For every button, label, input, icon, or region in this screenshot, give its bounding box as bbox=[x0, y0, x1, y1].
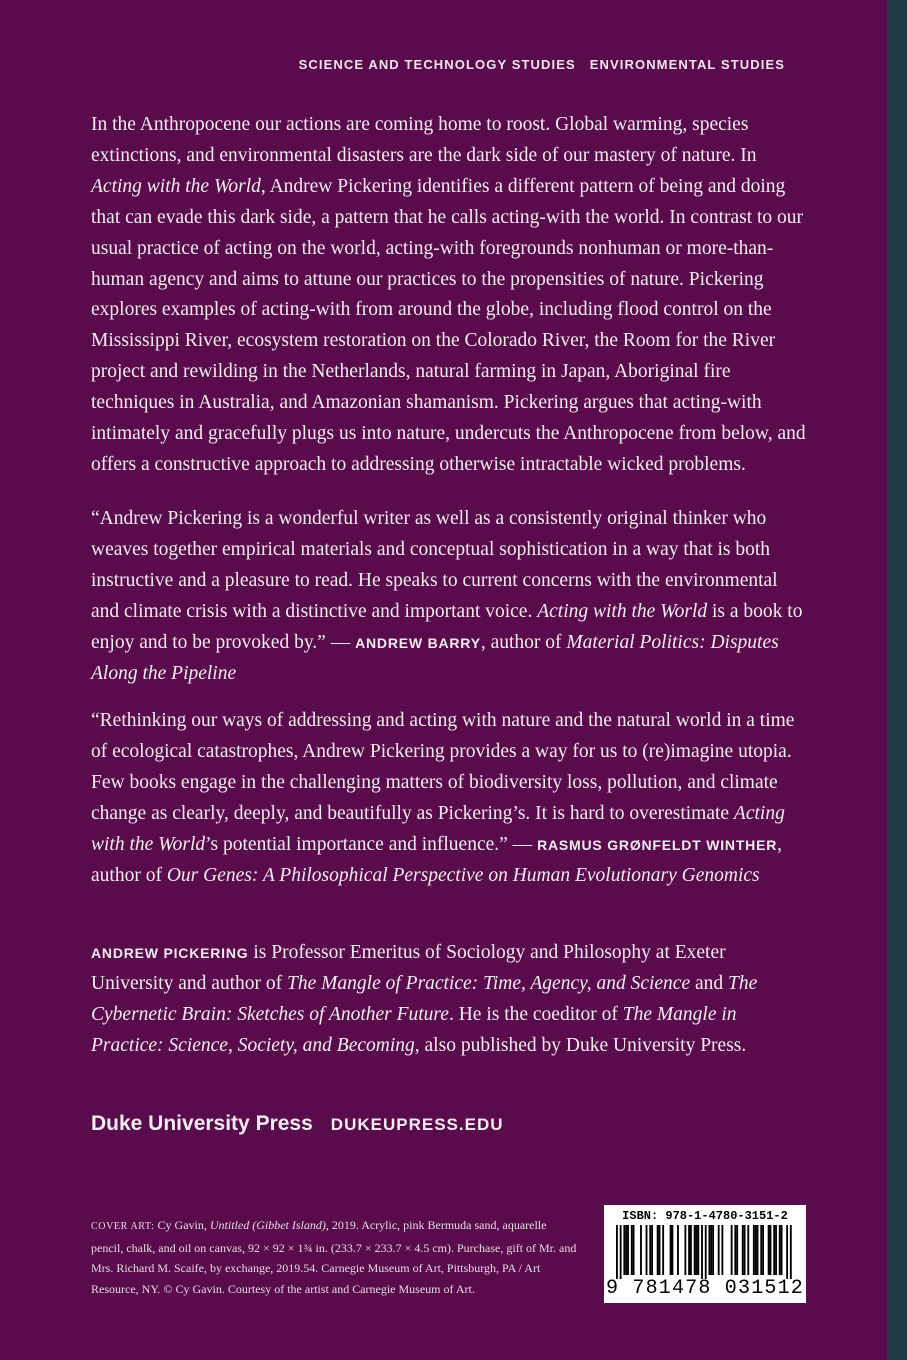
barcode-bar bbox=[690, 1225, 692, 1275]
book-title: Acting with the World bbox=[91, 802, 785, 855]
bio-text: . He is the coeditor of bbox=[448, 1003, 623, 1025]
book-title: Acting with the World bbox=[91, 175, 261, 197]
blurb-text: is a book to enjoy and to be provoked by.” — bbox=[91, 600, 803, 653]
barcode-bar bbox=[760, 1225, 762, 1275]
blurb-text: “Andrew Pickering is a wonderful writer as well as a consistently original thinker who weaves together empirical materials and conceptual sophistication in a way that is both instructive and a pleasure to read. He speaks to current concerns with the environmental and climate crisis with a distinctive and important voice. bbox=[91, 508, 778, 622]
description-text: , Andrew Pickering identifies a different pattern of being and doing that can evade this dark side, a pattern that he calls acting-with the world. In contrast to our usual practice of acting on the world, acting-with foregrounds nonhuman or more-than-human agency and aims to attune our practices to the propensities of nature. Pickering explores examples of acting-with from around the globe, including flood control on the Mississippi River, ecosystem restoration on the Colorado River, the Room for the River project and rewilding in the Netherlands, natural farming in Japan, Aboriginal fire techniques in Australia, and Amazonian shamanism. Pickering argues that acting-with intimately and gracefully plugs us into nature, undercuts the Anthropocene from below, and offers a constructive approach to addressing otherwise intractable wicked problems. bbox=[91, 175, 806, 475]
barcode-bar bbox=[747, 1225, 749, 1275]
bio-text: and bbox=[690, 972, 729, 994]
blurb-winther bbox=[91, 706, 807, 891]
bio-book-title: The Mangle in Practice: Science, Society, and Becoming bbox=[91, 1003, 737, 1056]
barcode-bar bbox=[697, 1225, 699, 1275]
barcode-bar bbox=[677, 1225, 679, 1275]
cover-art-credit bbox=[91, 1215, 581, 1299]
isbn-label: ISBN: 978-1-4780-3151-2 bbox=[622, 1209, 788, 1223]
category-science-technology: SCIENCE AND TECHNOLOGY STUDIES bbox=[298, 57, 576, 72]
barcode-bar bbox=[781, 1225, 783, 1275]
blurb-author: ANDREW BARRY bbox=[355, 634, 481, 651]
barcode-bar bbox=[625, 1225, 627, 1275]
publisher-line bbox=[91, 1112, 504, 1136]
bio-book-title: The Mangle of Practice: Time, Agency, and Science bbox=[287, 972, 691, 994]
bio-book-title: The Cybernetic Brain: Sketches of Another Future bbox=[91, 972, 758, 1025]
blurb-text: ’s potential importance and influence.” — bbox=[205, 833, 538, 855]
barcode-bar bbox=[620, 1225, 622, 1279]
subject-categories bbox=[299, 57, 785, 72]
publisher-url[interactable]: DUKEUPRESS.EDU bbox=[330, 1115, 504, 1134]
barcode-bar bbox=[712, 1225, 714, 1275]
blurb-text: “Rethinking our ways of addressing and acting with nature and the natural world in a time of ecological catastrophes, Andrew Pickering provides a way for us to (re)imagine utopia. Few books engage in the challenging matters of biodiversity loss, pollution, and climate change as clearly, deeply, and beautifully as Pickering’s. It is hard to overestimate bbox=[91, 710, 795, 824]
blurb-barry bbox=[91, 504, 807, 689]
barcode-bar bbox=[657, 1225, 659, 1275]
barcode-bar bbox=[705, 1225, 707, 1279]
isbn-barcode bbox=[604, 1205, 806, 1303]
barcode-bar bbox=[718, 1225, 720, 1275]
barcode-bar bbox=[631, 1225, 633, 1275]
barcode-bar bbox=[633, 1225, 635, 1275]
isbn-digits: 9 781478 031512 bbox=[605, 1277, 805, 1300]
barcode-bar bbox=[649, 1225, 651, 1275]
barcode-bar bbox=[753, 1225, 755, 1275]
bio-text: , also published by Duke University Press. bbox=[414, 1034, 747, 1056]
credit-text: Cy Gavin, bbox=[154, 1218, 210, 1232]
barcode-bar bbox=[790, 1225, 792, 1279]
author-name: ANDREW PICKERING bbox=[91, 945, 249, 961]
credit-text: , 2019. Acrylic, pink Bermuda sand, aquarelle pencil, chalk, and oil on canvas, 92 × 92 × 1¾ in. (233.7 × 233.7 × 4.5 cm). Purchase, gift of Mr. and Mrs. Richard M. Scaife, by exchange, 2019.54. Carnegie Museum of Art, Pittsburgh, PA / Art Resource, NY. © Cy Gavin. Courtesy of the artist and Carnegie Museum of Art. bbox=[91, 1218, 577, 1296]
barcode-bar bbox=[696, 1225, 698, 1275]
barcode-bar bbox=[768, 1225, 770, 1275]
blurb-text: , author of bbox=[91, 833, 783, 886]
barcode-bar bbox=[684, 1225, 686, 1275]
barcode-bar bbox=[662, 1225, 664, 1275]
barcode-bar bbox=[721, 1225, 723, 1275]
category-environmental: ENVIRONMENTAL STUDIES bbox=[589, 57, 785, 72]
artwork-title: Untitled (Gibbet Island) bbox=[209, 1218, 326, 1232]
barcode-bars bbox=[612, 1225, 798, 1279]
spine-edge bbox=[887, 0, 907, 1360]
blurb-text: , author of bbox=[480, 631, 567, 653]
barcode-bar bbox=[670, 1225, 672, 1275]
barcode-bar bbox=[659, 1225, 661, 1275]
barcode-bar bbox=[710, 1225, 712, 1275]
barcode-bar bbox=[651, 1225, 653, 1275]
barcode-bar bbox=[736, 1225, 738, 1275]
barcode-bar bbox=[672, 1225, 674, 1275]
barcode-bar bbox=[742, 1225, 744, 1275]
barcode-bar bbox=[694, 1225, 696, 1275]
blurb-author: RASMUS GRØNFELDT WINTHER bbox=[537, 836, 778, 853]
barcode-bar bbox=[627, 1225, 629, 1275]
barcode-bar bbox=[755, 1225, 757, 1275]
barcode-bar bbox=[779, 1225, 781, 1275]
barcode-bar bbox=[770, 1225, 772, 1275]
barcode-bar bbox=[640, 1225, 642, 1275]
barcode-bar bbox=[757, 1225, 759, 1275]
author-book-title: Our Genes: A Philosophical Perspective on Human Evolutionary Genomics bbox=[166, 864, 760, 886]
book-title: Acting with the World bbox=[537, 600, 708, 622]
barcode-bar bbox=[744, 1225, 746, 1275]
barcode-bar bbox=[773, 1225, 775, 1275]
barcode-bar bbox=[775, 1225, 777, 1275]
publisher-name: Duke University Press bbox=[91, 1112, 313, 1135]
barcode-bar bbox=[616, 1225, 618, 1279]
barcode-bar bbox=[734, 1225, 736, 1275]
barcode-bar bbox=[786, 1225, 788, 1279]
description-text: In the Anthropocene our actions are coming home to roost. Global warming, species extinctions, and environmental disasters are the dark side of our mastery of nature. In bbox=[91, 114, 757, 166]
barcode-bar bbox=[731, 1225, 733, 1275]
barcode-bar bbox=[623, 1225, 625, 1275]
author-book-title: Material Politics: Disputes Along the Pipeline bbox=[91, 631, 779, 684]
author-bio bbox=[91, 938, 807, 1062]
barcode-bar bbox=[762, 1225, 764, 1275]
barcode-bar bbox=[646, 1225, 648, 1275]
bio-text: is Professor Emeritus of Sociology and Philosophy at Exeter University and author of bbox=[91, 942, 726, 994]
barcode-bar bbox=[688, 1225, 690, 1275]
barcode-bar bbox=[709, 1225, 711, 1275]
credit-label: COVER ART: bbox=[91, 1221, 155, 1232]
barcode-bar bbox=[701, 1225, 703, 1279]
book-description bbox=[91, 110, 807, 481]
